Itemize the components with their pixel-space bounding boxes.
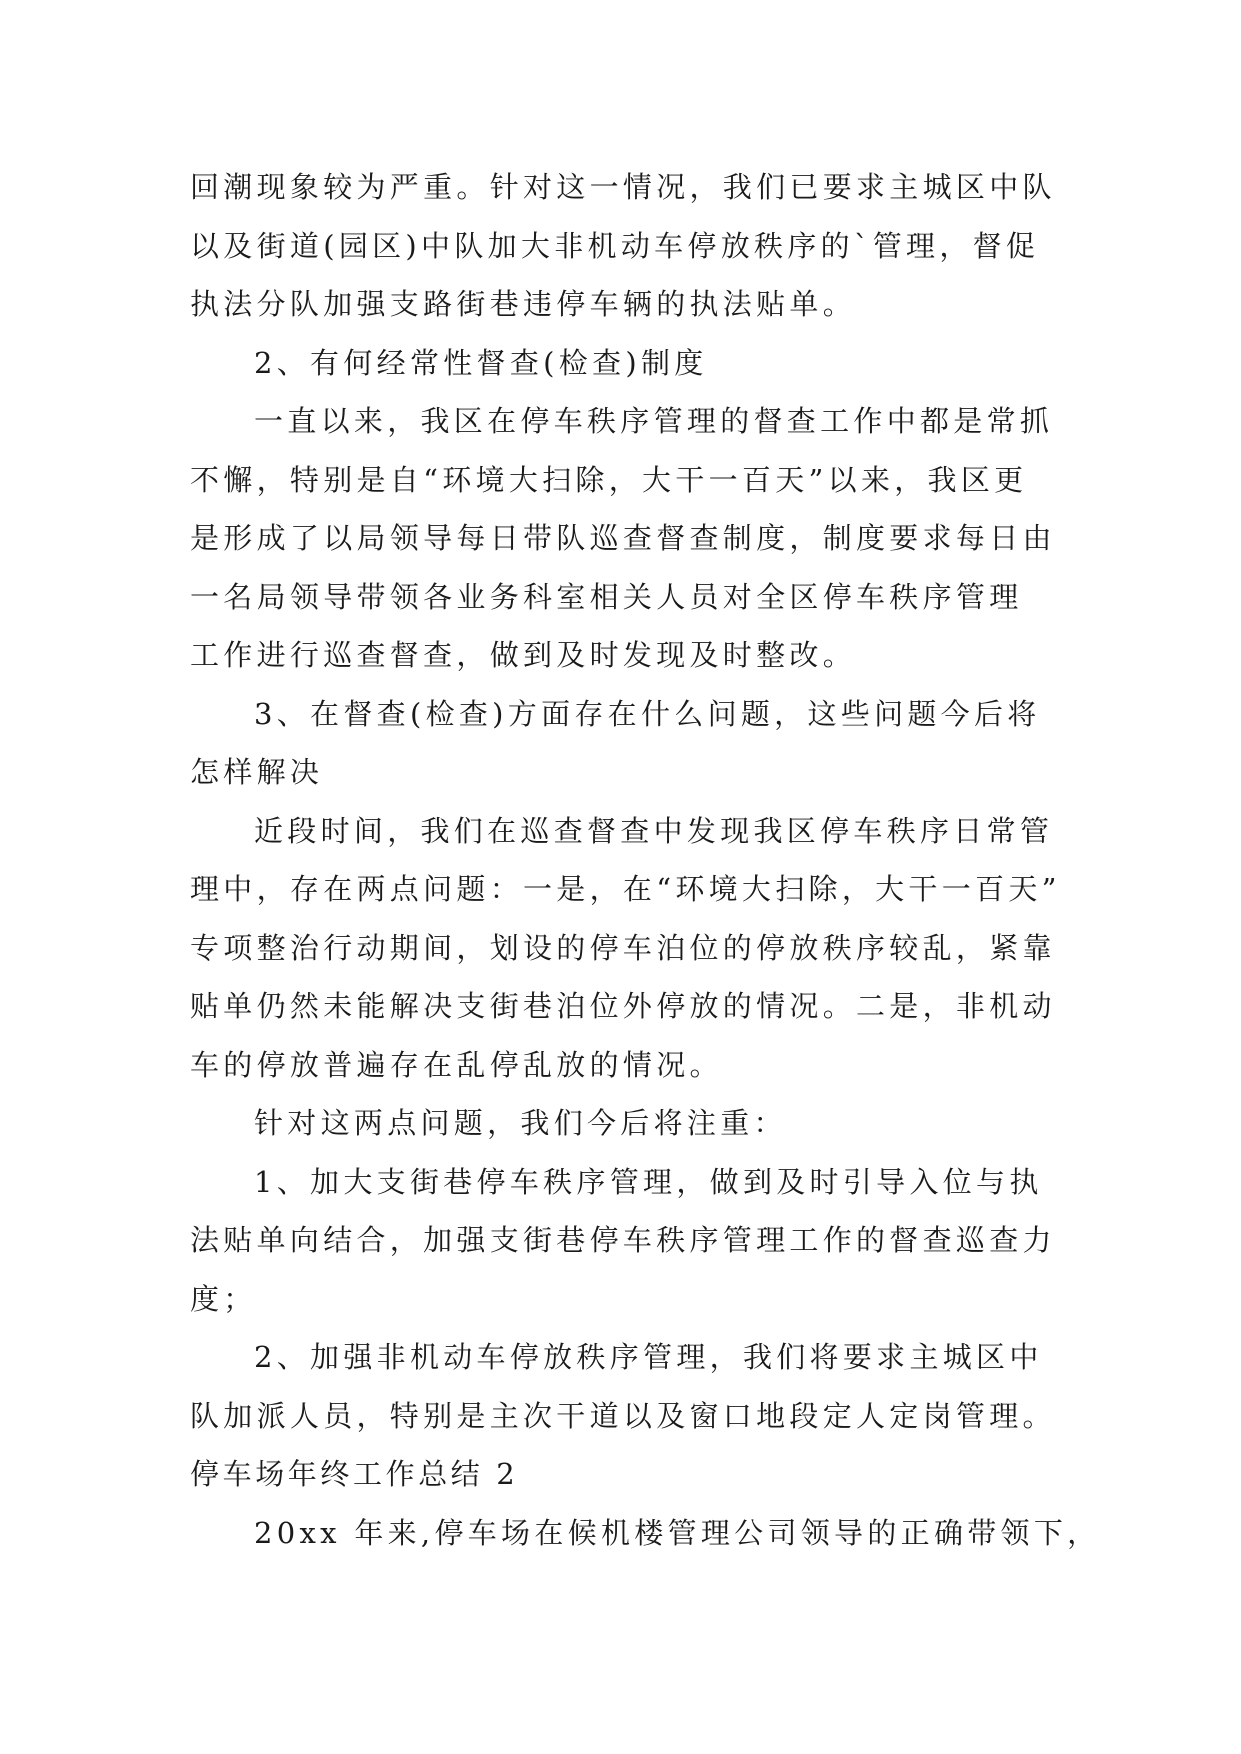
paragraph-line: 一名局领导带领各业务科室相关人员对全区停车秩序管理 (190, 579, 1023, 614)
document-body (190, 158, 1101, 1562)
document-title: 停车场年终工作总结 2 (190, 1457, 519, 1491)
section-heading: 2、有何经常性督查(检查)制度 (254, 345, 708, 380)
paragraph-line: 工作进行巡查督查，做到及时发现及时整改。 (190, 638, 857, 672)
paragraph-line: 一直以来，我区在停车秩序管理的督查工作中都是常抓 (254, 404, 1054, 438)
paragraph-line: 专项整治行动期间，划设的停车泊位的停放秩序较乱，紧靠 (190, 930, 1056, 965)
paragraph-line: 针对这两点问题，我们今后将注重： (254, 1106, 787, 1140)
list-item-line: 1、加大支街巷停车秩序管理，做到及时引导入位与执 (254, 1164, 1043, 1199)
list-item-line: 法贴单向结合，加强支街巷停车秩序管理工作的督查巡查力 (190, 1223, 1056, 1257)
paragraph-line: 近段时间，我们在巡查督查中发现我区停车秩序日常管 (254, 813, 1054, 848)
paragraph-line: 是形成了以局领导每日带队巡查督查制度，制度要求每日由 (190, 521, 1056, 555)
paragraph-line: 车的停放普遍存在乱停乱放的情况。 (190, 1047, 723, 1082)
list-item-line: 度； (190, 1281, 257, 1316)
paragraph-line: 以及街道(园区)中队加大非机动车停放秩序的`管理，督促 (190, 228, 1040, 263)
paragraph-line: 不懈，特别是自“环境大扫除，大干一百天”以来，我区更 (190, 462, 1028, 497)
paragraph-line: 理中，存在两点问题：一是，在“环境大扫除，大干一百天” (190, 872, 1061, 906)
list-item-line: 队加派人员，特别是主次干道以及窗口地段定人定岗管理。 (190, 1398, 1056, 1433)
paragraph-line: 执法分队加强支路街巷违停车辆的执法贴单。 (190, 287, 857, 321)
paragraph-line: 回潮现象较为严重。针对这一情况，我们已要求主城区中队 (190, 170, 1056, 204)
section-heading: 3、在督查(检查)方面存在什么问题，这些问题今后将 (254, 696, 1041, 731)
list-item-line: 2、加强非机动车停放秩序管理，我们将要求主城区中 (254, 1340, 1043, 1374)
section-heading-continuation: 怎样解决 (190, 755, 324, 789)
paragraph-line: 20xx 年来,停车场在候机楼管理公司领导的正确带领下， (254, 1515, 1101, 1550)
paragraph-line: 贴单仍然未能解决支街巷泊位外停放的情况。二是，非机动 (190, 989, 1056, 1023)
